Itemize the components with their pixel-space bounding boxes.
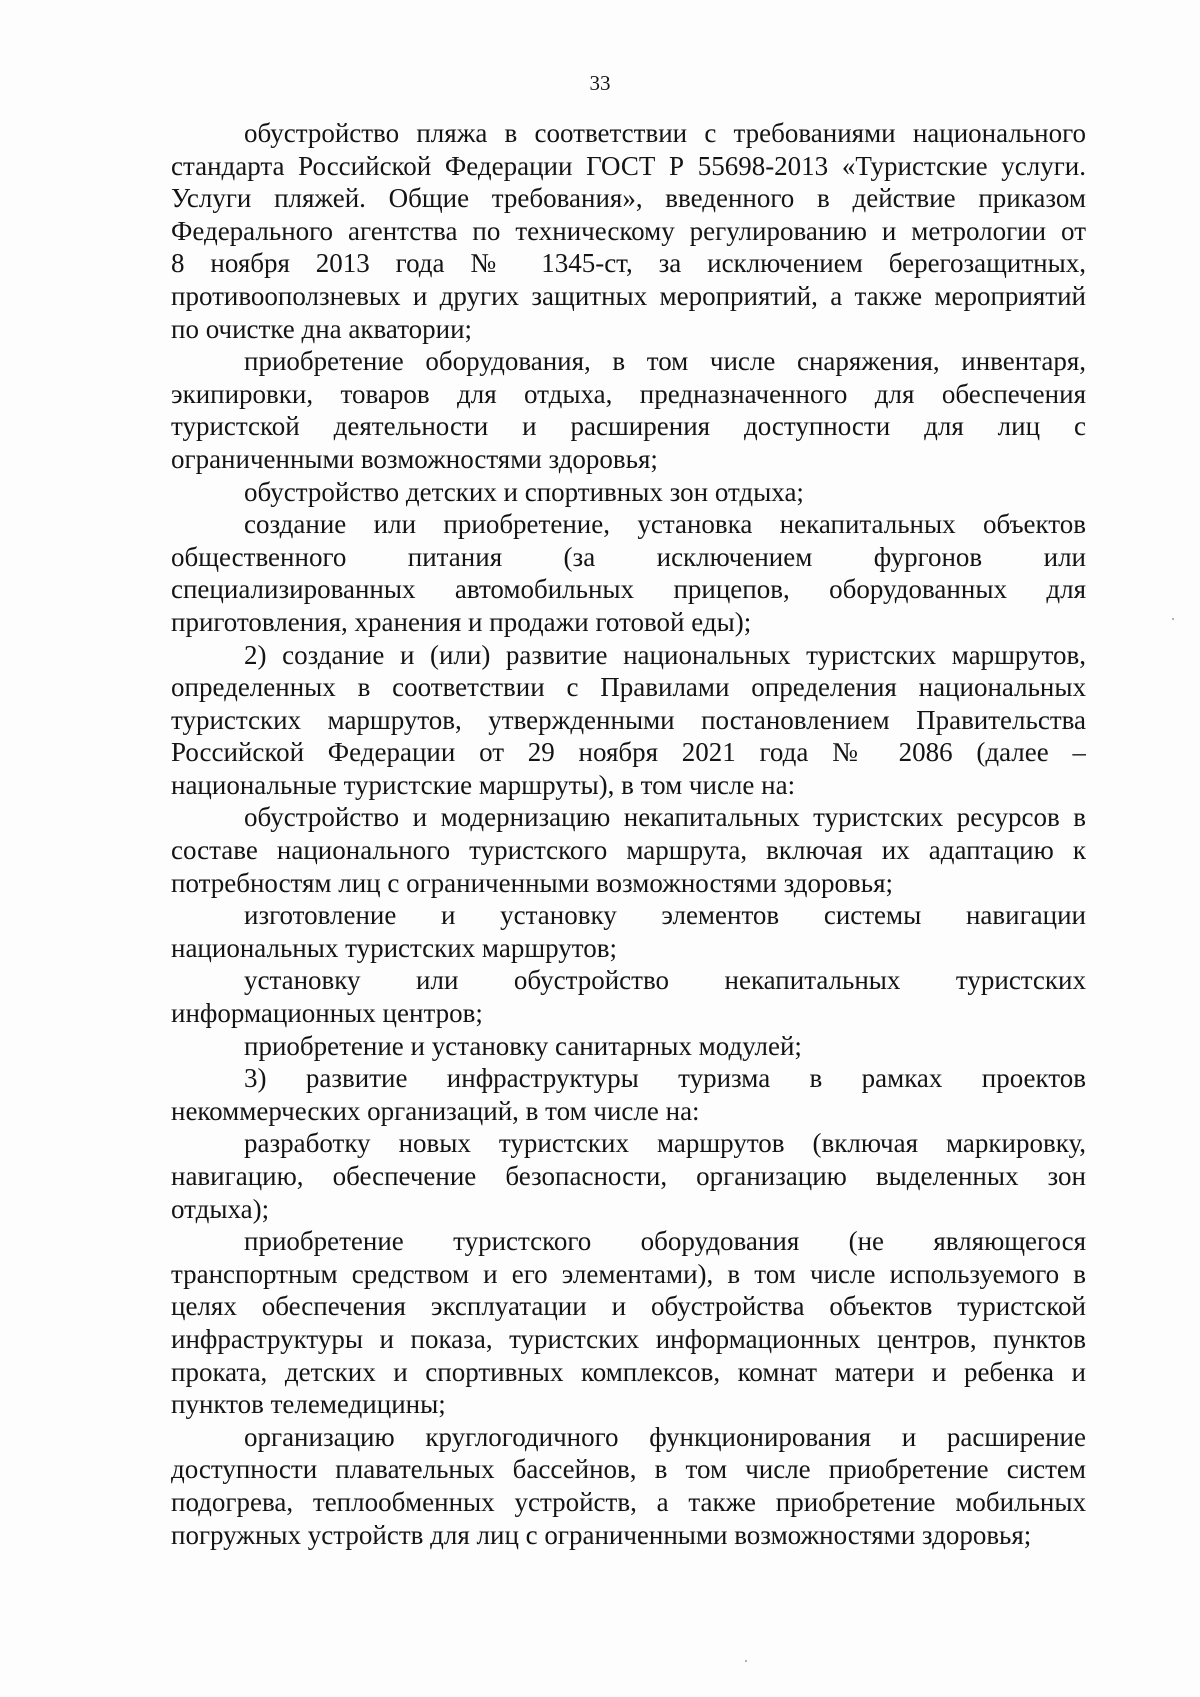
text-line: туристских маршрутов, утвержденными постановлением Правительства bbox=[171, 704, 1086, 735]
text-line: отдыха); bbox=[171, 1193, 270, 1224]
text-line: создание или приобретение, установка некапитальных объектов bbox=[244, 509, 1086, 540]
text-line: информационных центров; bbox=[171, 998, 483, 1029]
text-line: стандарта Российской Федерации ГОСТ Р 55698-2013 «Туристские услуги. bbox=[171, 150, 1086, 181]
text-line: 2) создание и (или) развитие национальных туристских маршрутов, bbox=[244, 639, 1086, 670]
text-line: пунктов телемедицины; bbox=[171, 1389, 446, 1420]
paragraph bbox=[171, 117, 1086, 345]
text-line: инфраструктуры и показа, туристских информационных центров, пунктов bbox=[171, 1323, 1086, 1354]
paragraph bbox=[171, 345, 1086, 475]
paragraph bbox=[171, 508, 1086, 638]
scan-speck bbox=[745, 1660, 747, 1662]
text-line: национальные туристские маршруты), в том числе на: bbox=[171, 769, 796, 800]
text-line: разработку новых туристских маршрутов (включая маркировку, bbox=[244, 1128, 1086, 1159]
text-line: установку или обустройство некапитальных туристских bbox=[244, 965, 1086, 996]
text-line: целях обеспечения эксплуатации и обустройства объектов туристской bbox=[171, 1291, 1086, 1322]
text-line: обустройство детских и спортивных зон отдыха; bbox=[244, 476, 804, 507]
text-line: приобретение и установку санитарных модулей; bbox=[244, 1030, 802, 1061]
text-line: потребностям лиц с ограниченными возможностями здоровья; bbox=[171, 867, 894, 898]
text-line: организацию круглогодичного функционирования и расширение bbox=[244, 1421, 1086, 1452]
text-line: доступности плавательных бассейнов, в том числе приобретение систем bbox=[171, 1454, 1086, 1485]
text-line: проката, детских и спортивных комплексов, комнат матери и ребенка и bbox=[171, 1356, 1086, 1387]
text-line: обустройство и модернизацию некапитальных туристских ресурсов в bbox=[244, 802, 1086, 833]
text-line: транспортным средством и его элементами), в том числе используемого в bbox=[171, 1258, 1086, 1289]
page-number: 33 bbox=[589, 71, 611, 95]
scan-speck bbox=[1172, 618, 1174, 620]
text-line: подогрева, теплообменных устройств, а также приобретение мобильных bbox=[171, 1486, 1086, 1517]
paragraph bbox=[171, 1421, 1086, 1551]
text-line: составе национального туристского маршрута, включая их адаптацию к bbox=[171, 835, 1086, 866]
paragraph bbox=[171, 639, 1086, 802]
text-line: погружных устройств для лиц с ограниченными возможностями здоровья; bbox=[171, 1519, 1032, 1550]
paragraph bbox=[171, 964, 1086, 1029]
text-line: обустройство пляжа в соответствии с требованиями национального bbox=[244, 118, 1086, 148]
text-line: определенных в соответствии с Правилами определения национальных bbox=[171, 672, 1086, 703]
text-line: изготовление и установку элементов системы навигации bbox=[244, 900, 1086, 931]
text-line: экипировки, товаров для отдыха, предназначенного для обеспечения bbox=[171, 378, 1086, 409]
text-line: Федерального агентства по техническому регулированию и метрологии от bbox=[171, 215, 1086, 246]
text-line: по очистке дна акватории; bbox=[171, 313, 473, 344]
paragraph bbox=[171, 1225, 1086, 1421]
text-line: приобретение туристского оборудования (не являющегося bbox=[244, 1226, 1086, 1257]
text-line: навигацию, обеспечение безопасности, организацию выделенных зон bbox=[171, 1161, 1086, 1191]
text-line: противооползневых и других защитных мероприятий, а также мероприятий bbox=[171, 280, 1086, 311]
text-line: некоммерческих организаций, в том числе на: bbox=[171, 1095, 700, 1126]
text-line: приобретение оборудования, в том числе снаряжения, инвентаря, bbox=[244, 346, 1086, 377]
paragraph bbox=[171, 899, 1086, 964]
text-line: ограниченными возможностями здоровья; bbox=[171, 443, 658, 474]
text-line: специализированных автомобильных прицепов, оборудованных для bbox=[171, 574, 1086, 605]
document-body bbox=[171, 117, 1086, 1551]
paragraph bbox=[171, 1127, 1086, 1225]
text-line: национальных туристских маршрутов; bbox=[171, 932, 617, 963]
text-line: Российской Федерации от 29 ноября 2021 года № 2086 (далее – bbox=[171, 737, 1086, 768]
text-line: Услуги пляжей. Общие требования», введенного в действие приказом bbox=[171, 183, 1086, 214]
text-line: 8 ноября 2013 года № 1345-ст, за исключением берегозащитных, bbox=[171, 248, 1086, 279]
paragraph bbox=[171, 801, 1086, 899]
text-line: общественного питания (за исключением фургонов или bbox=[171, 541, 1086, 572]
text-line: приготовления, хранения и продажи готовой еды); bbox=[171, 606, 752, 637]
text-line: туристской деятельности и расширения доступности для лиц с bbox=[171, 411, 1086, 442]
paragraph bbox=[171, 476, 1086, 509]
paragraph bbox=[171, 1062, 1086, 1127]
paragraph bbox=[171, 1030, 1086, 1063]
text-line: 3) развитие инфраструктуры туризма в рамках проектов bbox=[244, 1063, 1086, 1094]
